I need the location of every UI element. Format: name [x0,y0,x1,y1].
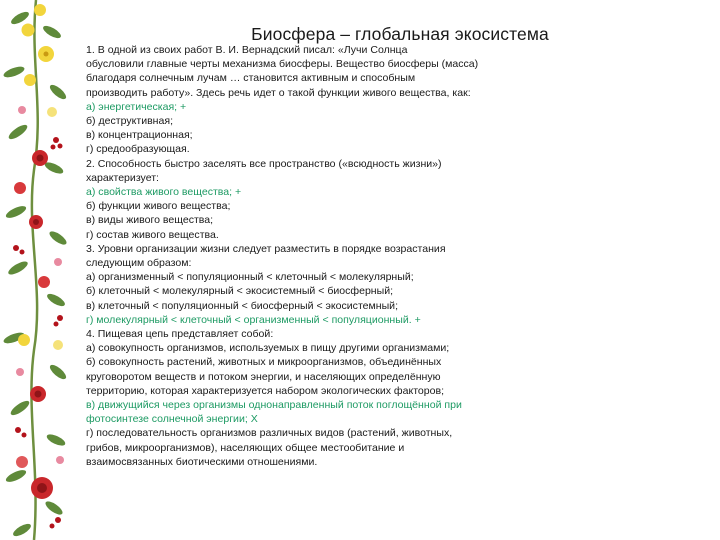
slide-title: Биосфера – глобальная экосистема [251,24,549,44]
text-line: круговоротом веществ и потоком энергии, и населяющих определённую [86,370,441,383]
text-line: б) функции живого вещества; [86,200,231,213]
text-line: производить работу». Здесь речь идет о такой функции живого вещества, как: [86,86,471,99]
text-line: б) совокупность растений, животных и микроорганизмов, объединённых [86,356,442,369]
text-line: территорию, которая характеризуется набором экологических факторов; [86,384,445,397]
text-line: 2. Способность быстро заселять все пространство («всюдность жизни») [86,157,442,170]
text-line: обусловили главные черты механизма биосферы. Вещество биосферы (масса) [86,58,479,71]
text-line: в) виды живого вещества; [86,214,214,227]
correct-answer-line: г) молекулярный < клеточный < организменный < популяционный. + [86,313,421,326]
text-line: в) клеточный < популяционный < биосферный < экосистемный; [86,299,399,312]
text-line: следующим образом: [86,257,192,270]
text-line: а) организменный < популяционный < клеточный < молекулярный; [86,271,414,284]
text-line: г) состав живого вещества. [86,228,219,241]
text-line: г) последовательность организмов различных видов (растений, животных, [86,427,453,440]
correct-answer-line: а) энергетическая; + [86,100,187,113]
text-line: 1. В одной из своих работ В. И. Вернадский писал: «Лучи Солнца [86,44,408,56]
text-line: 3. Уровни организации жизни следует разместить в порядке возрастания [86,242,446,255]
text-line: г) средообразующая. [86,143,190,156]
correct-answer-line: в) движущийся через организмы однонаправленный поток поглощённой при [86,399,462,412]
text-line: благодаря солнечным лучам … становится активным и способным [86,72,416,85]
text-line: б) клеточный < молекулярный < экосистемный < биосферный; [86,285,394,298]
correct-answer-line: а) свойства живого вещества; + [86,186,242,199]
floral-border [0,0,78,540]
text-line: взаимосвязанных биотическими отношениями. [86,455,318,468]
quiz-content [86,43,546,469]
text-line: 4. Пищевая цепь представляет собой: [86,328,274,341]
text-line: б) деструктивная; [86,115,174,128]
text-line: характеризует: [86,171,159,184]
correct-answer-line: фотосинтезе солнечной энергии; Х [86,413,258,426]
text-line: в) концентрационная; [86,129,193,142]
text-line: грибов, микроорганизмов), населяющих общее местообитание и [86,441,405,454]
text-line: а) совокупность организмов, используемых в пищу другими организмами; [86,342,450,355]
